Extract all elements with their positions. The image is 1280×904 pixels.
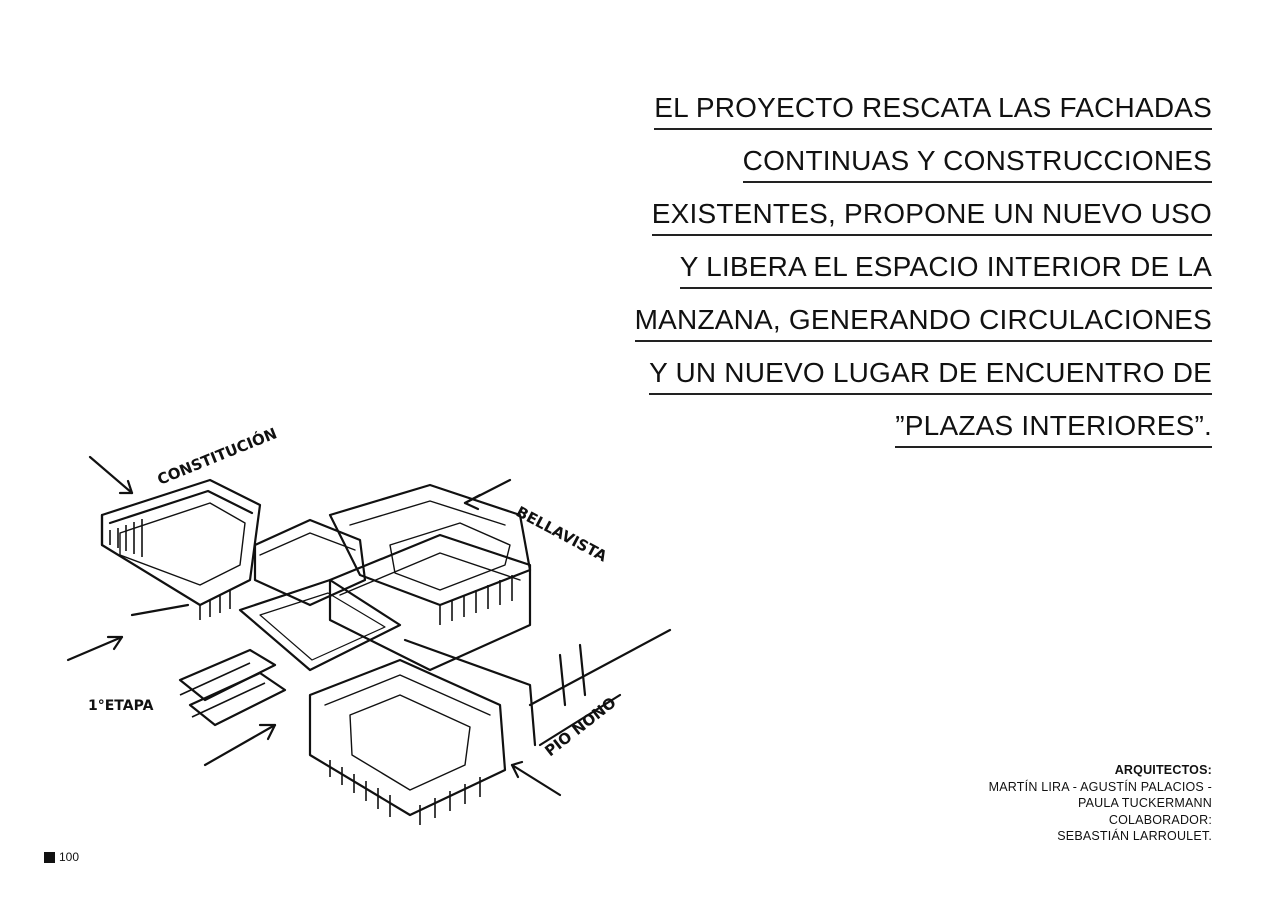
sketch-label-constitucion: CONSTITUCIÓN: [154, 424, 280, 489]
architectural-sketch: [60, 405, 680, 840]
sketch-label-etapa: 1°ETAPA: [88, 698, 154, 714]
collaborator-heading: COLABORADOR:: [1108, 812, 1212, 827]
quote-line-5: MANZANA, GENERANDO CIRCULACIONES: [635, 300, 1212, 342]
quote-line-6: Y UN NUEVO LUGAR DE ENCUENTRO DE: [649, 353, 1212, 395]
page-number: [44, 850, 79, 864]
collaborator-name: SEBASTIÁN LARROULET.: [1057, 829, 1212, 843]
quote-line-7: ”PLAZAS INTERIORES”.: [895, 406, 1212, 448]
quote-line-4: Y LIBERA EL ESPACIO INTERIOR DE LA: [680, 247, 1212, 289]
quote-line-3: EXISTENTES, PROPONE UN NUEVO USO: [652, 194, 1212, 236]
quote-line-2: CONTINUAS Y CONSTRUCCIONES: [743, 141, 1212, 183]
sketch-label-pio-nono: PIO NONO: [541, 693, 620, 761]
credits: [989, 762, 1212, 845]
page-marker-icon: [44, 852, 55, 863]
architects-heading: ARQUITECTOS:: [1114, 763, 1212, 777]
page-number-text: 100: [59, 850, 80, 864]
pull-quote: [592, 88, 1212, 459]
architects-line-1: MARTÍN LIRA - AGUSTÍN PALACIOS -: [988, 779, 1212, 794]
sketch-label-bellavista: BELLAVISTA: [513, 502, 610, 566]
architects-line-2: PAULA TUCKERMANN: [1077, 796, 1212, 810]
quote-line-1: EL PROYECTO RESCATA LAS FACHADAS: [654, 88, 1212, 130]
